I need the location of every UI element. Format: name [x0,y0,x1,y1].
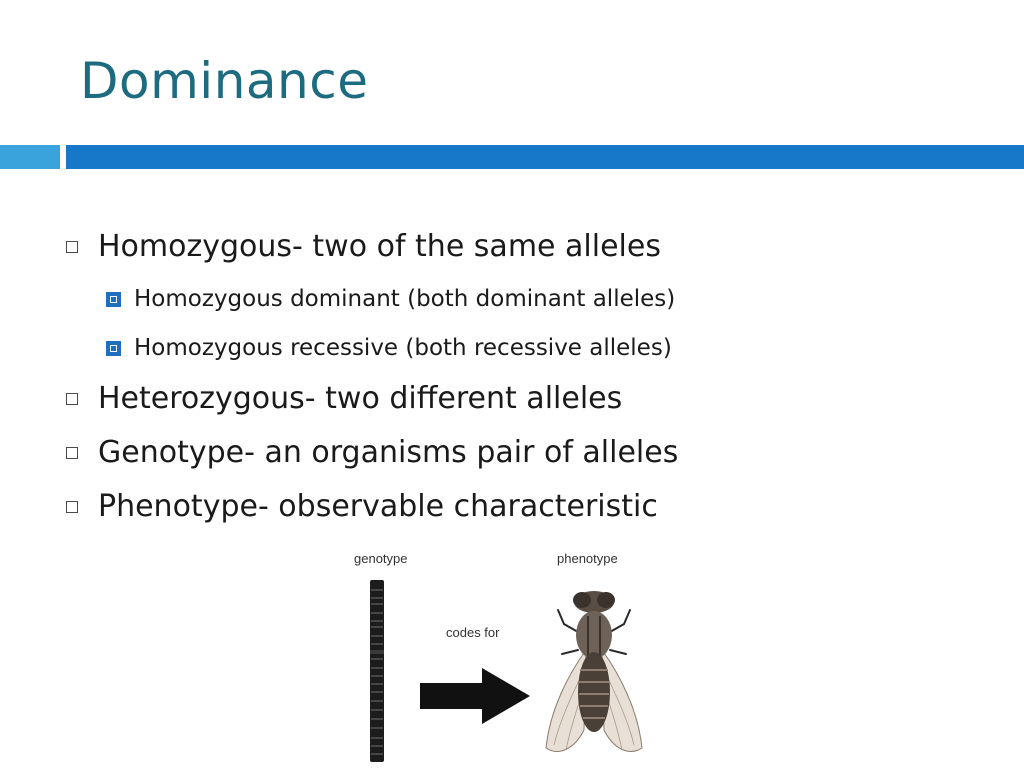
filled-square-bullet-icon [106,292,121,307]
arrow-label: codes for [446,625,500,640]
bullet-text: Heterozygous- two different alleles [98,381,623,416]
hollow-square-bullet-icon [66,501,78,513]
bullet-item [66,229,661,264]
sub-bullet-item [106,335,672,361]
filled-square-bullet-icon [106,341,121,356]
hollow-square-bullet-icon [66,241,78,253]
bullet-item [66,381,622,416]
genotype-label: genotype [354,551,408,566]
bullet-item [66,489,658,524]
sub-bullet-text: Homozygous dominant (both dominant alleles) [134,286,676,312]
header-band [66,145,1024,169]
hollow-square-bullet-icon [66,447,78,459]
bullet-text: Phenotype- observable characteristic [98,489,658,524]
header-band-accent [0,145,60,169]
chromosome-image [366,580,388,762]
sub-bullet-text: Homozygous recessive (both recessive alleles) [134,335,672,361]
bullet-text: Genotype- an organisms pair of alleles [98,435,679,470]
fly-image [538,580,650,762]
bullet-item [66,435,678,470]
sub-bullet-item [106,286,675,312]
arrow-icon [420,668,532,724]
phenotype-label: phenotype [557,551,618,566]
bullet-text: Homozygous- two of the same alleles [98,229,661,264]
slide-title: Dominance [80,52,369,110]
hollow-square-bullet-icon [66,393,78,405]
